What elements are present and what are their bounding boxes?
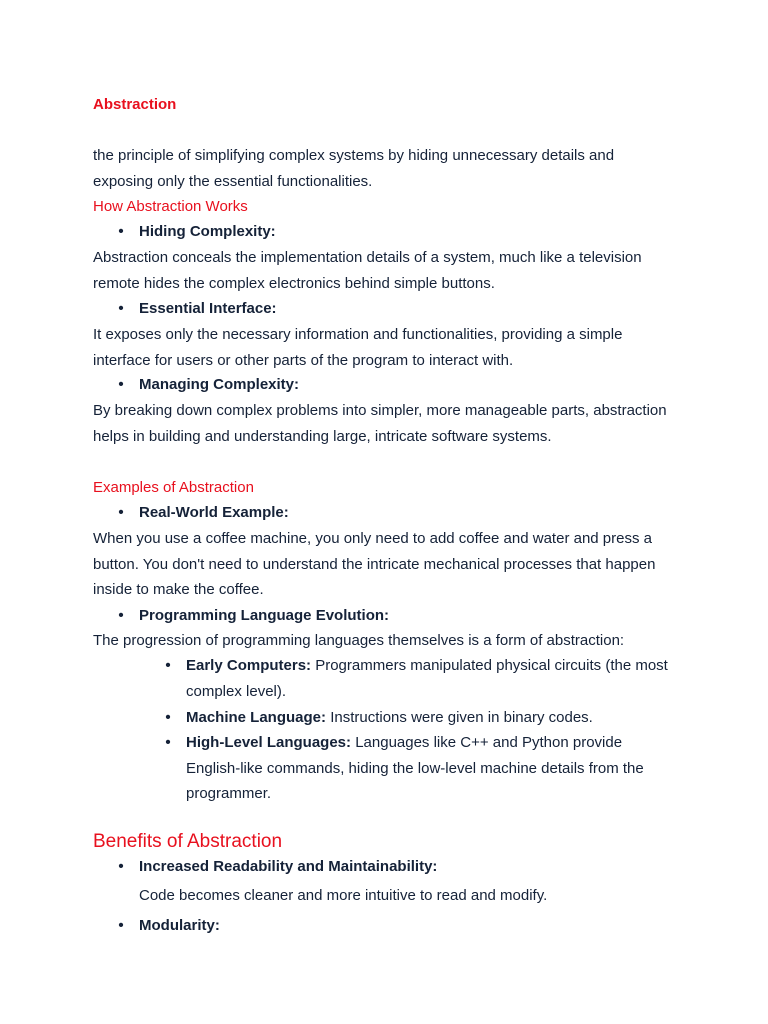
sub-list-item	[165, 653, 678, 704]
list-item-description: By breaking down complex problems into simpler, more manageable parts, abstraction helps in building and understanding large, intricate software systems.	[93, 402, 667, 445]
sub-list-item-text: Languages like C++ and Python provide English-like commands, hiding the low-level machine details from the programmer.	[186, 734, 644, 803]
sub-list-item-label: High-Level Languages:	[186, 734, 352, 751]
list-item	[118, 854, 679, 880]
list-item-label: Essential Interface:	[139, 300, 277, 317]
sub-list-item-label: Machine Language:	[186, 709, 327, 726]
sub-list-item	[165, 730, 678, 807]
page-title: Abstraction	[93, 96, 177, 113]
intro-paragraph: the principle of simplifying complex systems by hiding unnecessary details and exposing only the essential functionalities.	[93, 147, 615, 190]
section-examples-title: Examples of Abstraction	[93, 479, 254, 496]
list-item-label: Programming Language Evolution:	[139, 607, 390, 624]
bullet-icon: •	[118, 858, 124, 875]
list-item-description: Abstraction conceals the implementation details of a system, much like a television remote hides the complex electronics behind simple buttons.	[93, 249, 642, 292]
list-item-label: Modularity:	[139, 917, 220, 934]
list-item-label: Managing Complexity:	[139, 376, 300, 393]
list-item	[118, 500, 679, 526]
list-item-description: When you use a coffee machine, you only need to add coffee and water and press a button. You don't need to understand the intricate mechanical processes that happen inside to make the coffee.	[93, 530, 656, 599]
bullet-icon: •	[118, 223, 124, 240]
list-item-description: The progression of programming languages themselves is a form of abstraction:	[93, 632, 625, 649]
list-item-label: Real-World Example:	[139, 504, 289, 521]
bullet-icon: •	[118, 376, 124, 393]
section-how-title: How Abstraction Works	[93, 198, 248, 215]
bullet-icon: •	[165, 657, 171, 674]
section-benefits-title: Benefits of Abstraction	[93, 831, 283, 852]
list-item	[118, 296, 679, 322]
list-item-description: It exposes only the necessary information and functionalities, providing a simple interface for users or other parts of the program to interact with.	[93, 326, 623, 369]
bullet-icon: •	[118, 504, 124, 521]
list-item-description: Code becomes cleaner and more intuitive to read and modify.	[139, 887, 548, 904]
bullet-icon: •	[165, 709, 171, 726]
bullet-icon: •	[165, 734, 171, 751]
sub-list-item-label: Early Computers:	[186, 657, 312, 674]
list-item	[118, 372, 679, 398]
list-item-label: Increased Readability and Maintainability:	[139, 858, 438, 875]
list-item	[118, 219, 679, 245]
sub-list-item-text: Programmers manipulated physical circuits (the most complex level).	[186, 657, 668, 700]
bullet-icon: •	[118, 607, 124, 624]
bullet-icon: •	[118, 917, 124, 934]
sub-list-item	[165, 705, 678, 731]
list-item	[118, 913, 679, 939]
bullet-icon: •	[118, 300, 124, 317]
list-item-label: Hiding Complexity:	[139, 223, 276, 240]
sub-list-item-text: Instructions were given in binary codes.	[326, 709, 593, 726]
list-item	[118, 603, 679, 629]
